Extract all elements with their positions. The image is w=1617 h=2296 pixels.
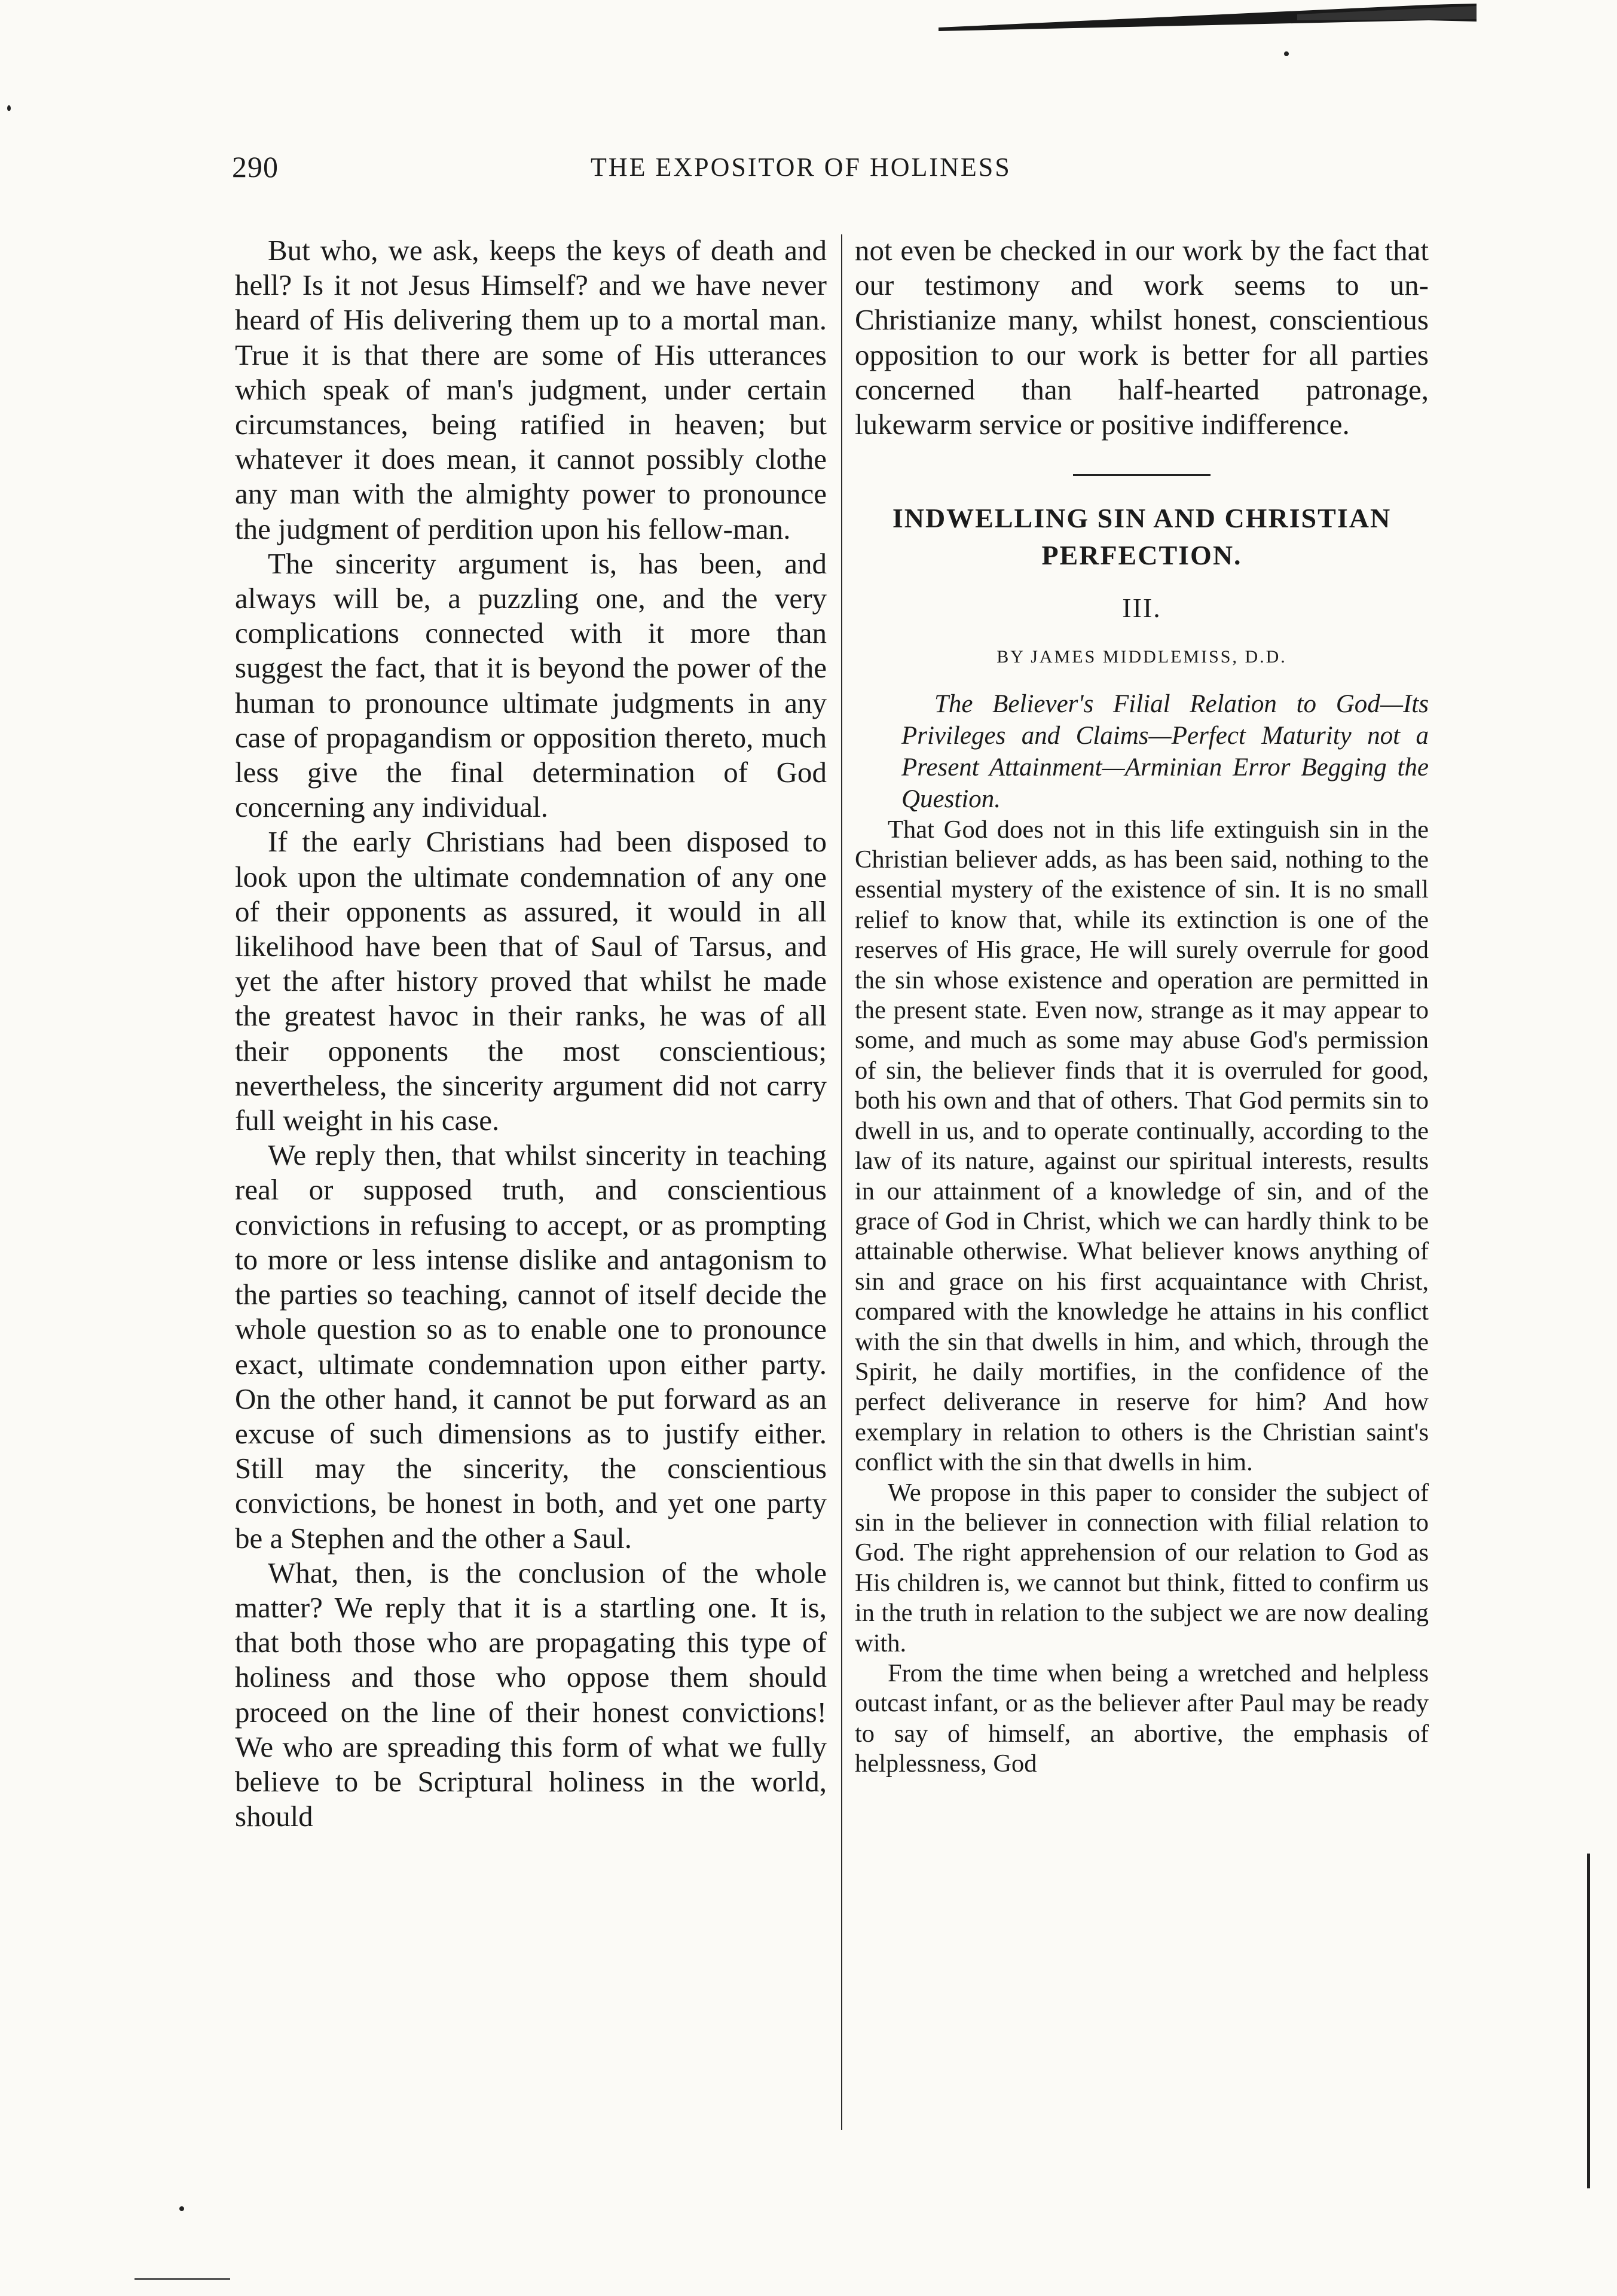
article-byline: BY JAMES MIDDLEMISS, D.D. — [997, 647, 1287, 667]
body-paragraph: But who, we ask, keeps the keys of death and hell? Is it not Jesus Himself? and we have never heard of His delivering them up to a mortal man. True it is that there are some of His utterances which speak of man's judgment, under certain circumstances, being ratified in heaven; but whatever it does mean, it cannot possibly clothe any man with the almighty power to pronounce the judgment of perdition upon his fellow-man. — [235, 234, 827, 545]
body-paragraph: From the time when being a wretched and helpless outcast infant, or as the believer after Paul may be ready to say of himself, an abortive, the emphasis of helplessness, God — [855, 1659, 1429, 1778]
article-title-line: PERFECTION. — [1041, 540, 1242, 571]
article-synopsis: The Believer's Filial Relation to God—Its Privileges and Claims—Perfect Maturity not a Present Attainment—Arminian Error Begging the Question. — [901, 689, 1429, 813]
scan-speck — [179, 2206, 184, 2211]
page-number: 290 — [232, 150, 279, 184]
running-title: THE EXPOSITOR OF HOLINESS — [591, 152, 1011, 182]
right-column — [855, 233, 1429, 1779]
article-title — [855, 500, 1429, 574]
body-paragraph: We propose in this paper to consider the subject of sin in the believer in connection with filial relation to God. The right apprehension of our relation to God as His children is, we cannot but think, fitted to confirm us in the truth in relation to the subject we are now dealing with. — [855, 1478, 1429, 1657]
scan-speck — [7, 105, 11, 111]
scan-mark — [135, 2278, 230, 2280]
column-divider — [841, 234, 842, 2130]
scan-artifact — [939, 4, 1477, 39]
body-paragraph: That God does not in this life extinguish sin in the Christian believer adds, as has been said, nothing to the essential mystery of the existence of sin. It is no small relief to know that, while its extinction is one of the reserves of His grace, He will surely overrule for good the sin whose existence and operation are permitted in the present state. Even now, strange as it may appear to some, and much as some may abuse God's permission of sin, the believer finds that it is overruled for good, both his own and that of others. That God permits sin to dwell in us, and to operate continually, according to the law of its nature, against our spiritual interests, results in our attainment of a knowledge of sin, and of the grace of God in Christ, which we can hardly think to be attainable otherwise. What believer knows anything of sin and grace on his first acquaintance with Christ, compared with the knowledge he attains in his conflict with the sin that dwells in him, and which, through the Spirit, he daily mortifies, in the confidence of the perfect deliverance in reserve for him? And how exemplary in relation to others is the Christian saint's conflict with the sin that dwells in him. — [855, 815, 1429, 1477]
article-part-number: III. — [1122, 593, 1161, 624]
scan-mark — [1587, 1854, 1590, 2188]
page-header — [232, 149, 1416, 197]
body-paragraph: What, then, is the conclusion of the whole matter? We reply that it is a startling one. It is, that both those who are propagating this type of holiness and those who oppose them should proceed on the line of their honest convictions! We who are spreading this form of what we fully believe to be Scriptural holiness in the world, should — [235, 1556, 827, 1833]
left-column — [235, 233, 827, 1834]
article-body — [855, 815, 1429, 1779]
body-paragraph: The sincerity argument is, has been, and always will be, a puzzling one, and the very complications connected with it more than suggest the fact, that it is beyond the power of the human to pronounce ultimate judgments in any case of propagandism or opposition thereto, much less give the final determination of God concerning any individual. — [235, 546, 827, 824]
body-paragraph: If the early Christians had been disposed to look upon the ultimate condemnation of any one of their opponents as assured, it would in all likelihood have been that of Saul of Tarsus, and yet the after history proved that whilst he made the greatest havoc in their ranks, he was of all their opponents the most conscientious; nevertheless, the sincerity argument did not carry full weight in his case. — [235, 825, 827, 1137]
continued-paragraph: not even be checked in our work by the fact that our testimony and work seems to un-Christianize many, whilst honest, conscientious opposition to our work is better for all parties concerned than half-hearted patronage, lukewarm service or positive indifference. — [855, 234, 1429, 441]
body-paragraph: We reply then, that whilst sincerity in teaching real or supposed truth, and conscientious convictions in refusing to accept, or as prompting to more or less intense dislike and antagonism to the parties so teaching, cannot of itself decide the whole question so as to enable one to pronounce exact, ultimate condemnation upon either party. On the other hand, it cannot be put forward as an excuse of such dimensions as to justify either. Still may the sincerity, the conscientious convictions, be honest in both, and yet one party be a Stephen and the other a Saul. — [235, 1138, 827, 1555]
section-divider — [1073, 474, 1211, 476]
article-title-line: INDWELLING SIN AND CHRISTIAN — [892, 503, 1392, 534]
scan-speck — [1284, 51, 1289, 56]
